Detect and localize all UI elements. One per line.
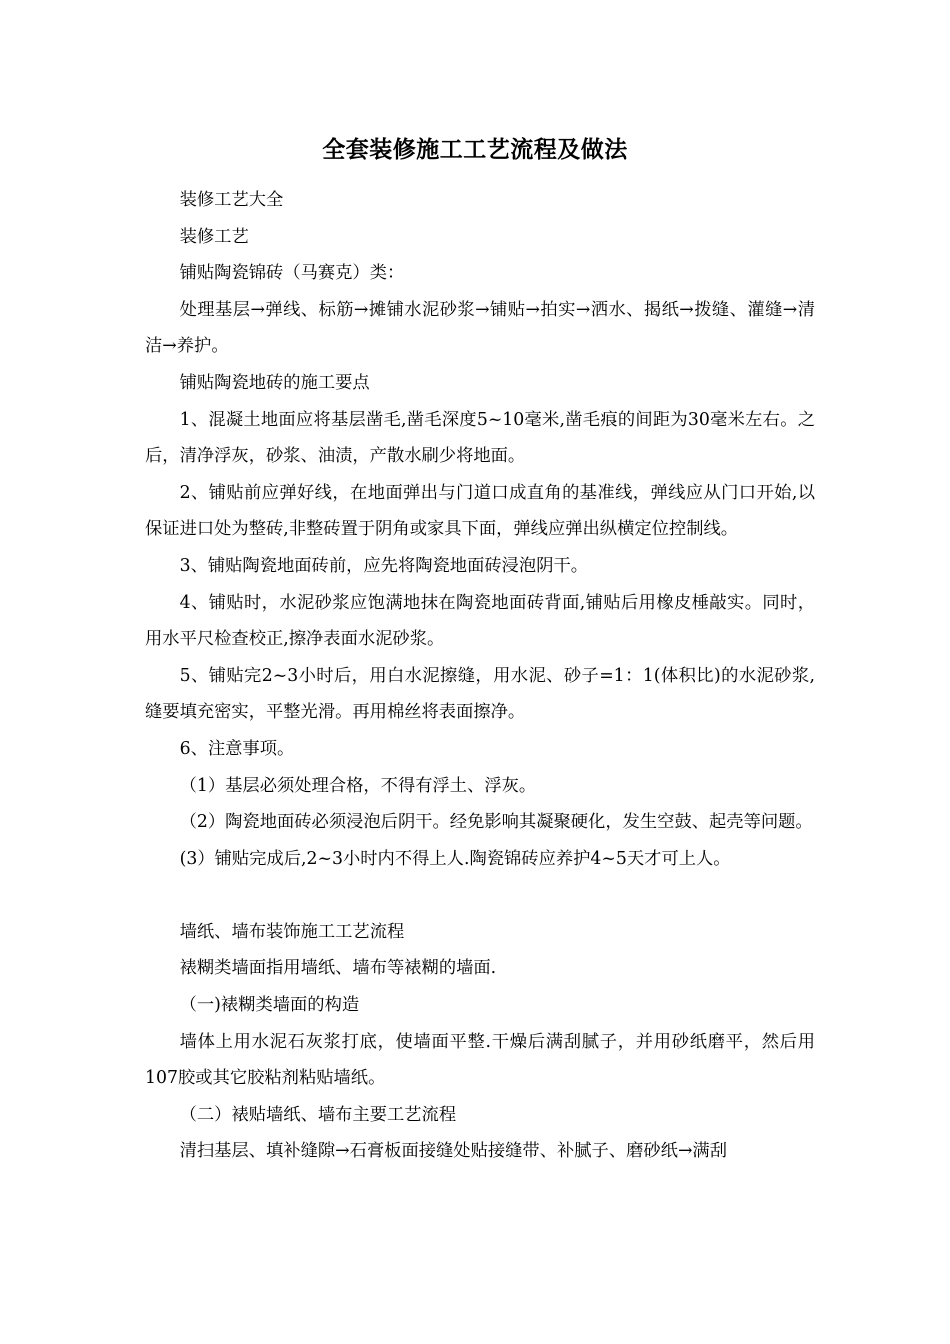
- paragraph: 装修工艺: [179, 226, 249, 247]
- paragraph: 处理基层→弹线、标筋→摊铺水泥砂浆→铺贴→拍实→洒水、揭纸→拨缝、灌缝→清洁→养护。: [145, 299, 815, 357]
- paragraph: 2、铺贴前应弹好线，在地面弹出与门道口成直角的基准线，弹线应从门口开始,以保证进口处为整砖,非整砖置于阴角或家具下面，弹线应弹出纵横定位控制线。: [145, 482, 815, 540]
- document-body: [145, 182, 815, 1170]
- paragraph: 裱糊类墙面指用墙纸、墙布等裱糊的墙面.: [179, 958, 497, 979]
- paragraph: 4、铺贴时，水泥砂浆应饱满地抹在陶瓷地面砖背面,铺贴后用橡皮棰敲实。同时，用水平尺检查校正,擦净表面水泥砂浆。: [145, 592, 815, 650]
- paragraph: 3、铺贴陶瓷地面砖前，应先将陶瓷地面砖浸泡阴干。: [179, 555, 589, 576]
- document-title: 全套装修施工工艺流程及做法: [322, 136, 628, 163]
- paragraph: 5、铺贴完2~3小时后，用白水泥擦缝，用水泥、砂子=1：1(体积比)的水泥砂浆,缝要填充密实，平整光滑。再用棉丝将表面擦净。: [145, 665, 815, 723]
- paragraph: 装修工艺大全: [179, 190, 284, 210]
- paragraph: （1）基层必须处理合格，不得有浮土、浮灰。: [179, 775, 537, 796]
- paragraph: 清扫基层、填补缝隙→石膏板面接缝处贴接缝带、补腻子、磨砂纸→满刮: [179, 1141, 727, 1162]
- paragraph: 6、注意事项。: [179, 738, 295, 759]
- paragraph: (3）铺贴完成后,2~3小时内不得上人.陶瓷锦砖应养护4~5天才可上人。: [179, 848, 731, 869]
- paragraph: 铺贴陶瓷地砖的施工要点: [179, 372, 370, 393]
- section-heading: 墙纸、墙布装饰施工工艺流程: [179, 921, 405, 942]
- paragraph: （一)裱糊类墙面的构造: [179, 995, 360, 1016]
- paragraph: 铺贴陶瓷锦砖（马赛克）类：: [179, 263, 405, 284]
- paragraph: （2）陶瓷地面砖必须浸泡后阴干。经免影响其凝聚硬化，发生空鼓、起壳等问题。: [179, 812, 813, 833]
- paragraph: 墙体上用水泥石灰浆打底，使墙面平整.干燥后满刮腻子，并用砂纸磨平，然后用107胶或其它胶粘剂粘贴墙纸。: [145, 1031, 815, 1089]
- paragraph: （二）裱贴墙纸、墙布主要工艺流程: [179, 1104, 457, 1125]
- paragraph: 1、混凝土地面应将基层凿毛,凿毛深度5~10毫米,凿毛痕的间距为30毫米左右。之后，清净浮灰，砂浆、油渍，产散水刷少将地面。: [145, 409, 815, 467]
